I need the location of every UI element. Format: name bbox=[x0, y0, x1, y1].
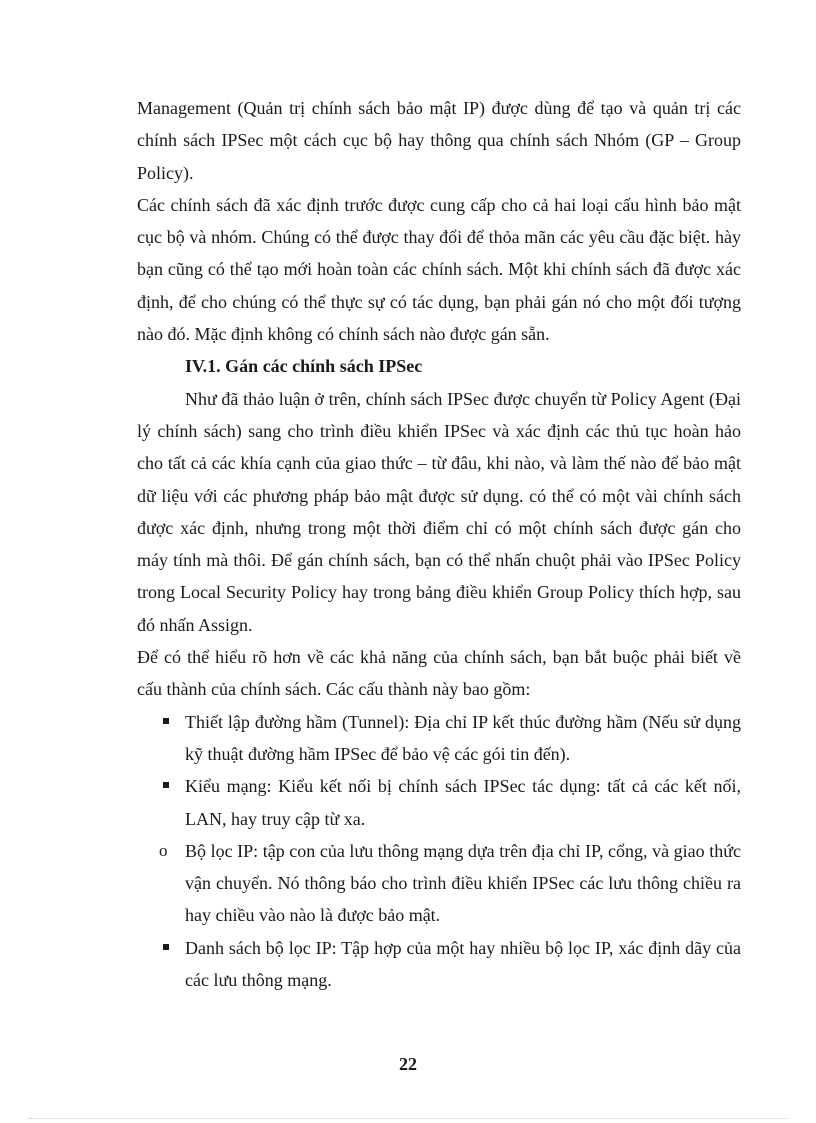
square-bullet-icon bbox=[163, 782, 169, 788]
list-item-text: Bộ lọc IP: tập con của lưu thông mạng dựa trên địa chỉ IP, cổng, và giao thức vận chuyển. Nó thông báo cho trình điều khiển IPSec các lưu thông chiều ra hay chiều vào nào là được bảo mật. bbox=[185, 840, 741, 926]
list-item-text: Thiết lập đường hầm (Tunnel): Địa chỉ IP kết thúc đường hầm (Nếu sử dụng kỹ thuật đường hầm IPSec để bảo vệ các gói tin đến). bbox=[185, 711, 741, 764]
components-intro: Để có thể hiểu rõ hơn về các khả năng của chính sách, bạn bắt buộc phải biết về cấu thành của chính sách. Các cấu thành này bao gồm: bbox=[137, 647, 741, 700]
page-body bbox=[137, 92, 741, 996]
section-heading: IV.1. Gán các chính sách IPSec bbox=[185, 356, 423, 377]
components-list bbox=[137, 706, 741, 997]
list-item bbox=[137, 835, 741, 932]
intro-paragraph-1: Management (Quản trị chính sách bảo mật IP) được dùng để tạo và quản trị các chính sách IPSec một cách cục bộ hay thông qua chính sách Nhóm (GP – Group Policy). bbox=[137, 98, 741, 183]
square-bullet-icon bbox=[163, 718, 169, 724]
page-number: 22 bbox=[399, 1054, 417, 1074]
list-item bbox=[137, 770, 741, 835]
list-item bbox=[137, 932, 741, 997]
list-item-text: Kiểu mạng: Kiểu kết nối bị chính sách IPSec tác dụng: tất cả các kết nối, LAN, hay truy cập từ xa. bbox=[185, 776, 741, 829]
square-bullet-icon bbox=[163, 944, 169, 950]
page-bottom-divider bbox=[28, 1118, 788, 1119]
section-paragraph: Như đã thảo luận ở trên, chính sách IPSec được chuyển từ Policy Agent (Đại lý chính sách) sang cho trình điều khiển IPSec và xác định các thủ tục hoàn hảo cho tất cả các khía cạnh của giao thức – từ đâu, khi nào, và làm thế nào để bảo mật dữ liệu với các phương pháp bảo mật được sử dụng. có thể có một vài chính sách được xác định, nhưng trong một thời điểm chỉ có một chính sách được gán cho máy tính mà thôi. Để gán chính sách, bạn có thể nhấn chuột phải vào IPSec Policy trong Local Security Policy hay trong bảng điều khiển Group Policy thích hợp, sau đó nhấn Assign. bbox=[137, 388, 741, 635]
intro-paragraph-2: Các chính sách đã xác định trước được cung cấp cho cả hai loại cấu hình bảo mật cục bộ và nhóm. Chúng có thể được thay đổi để thỏa mãn các yêu cầu đặc biệt. hày bạn cũng có thể tạo mới hoàn toàn các chính sách. Một khi chính sách đã được xác định, để cho chúng có thể thực sự có tác dụng, bạn phải gán nó cho một đối tượng nào đó. Mặc định không có chính sách nào được gán sẵn. bbox=[137, 194, 741, 345]
circle-bullet-icon: o bbox=[159, 840, 168, 860]
list-item-text: Danh sách bộ lọc IP: Tập hợp của một hay nhiều bộ lọc IP, xác định dãy của các lưu thông mạng. bbox=[185, 937, 741, 991]
list-item bbox=[137, 706, 741, 771]
